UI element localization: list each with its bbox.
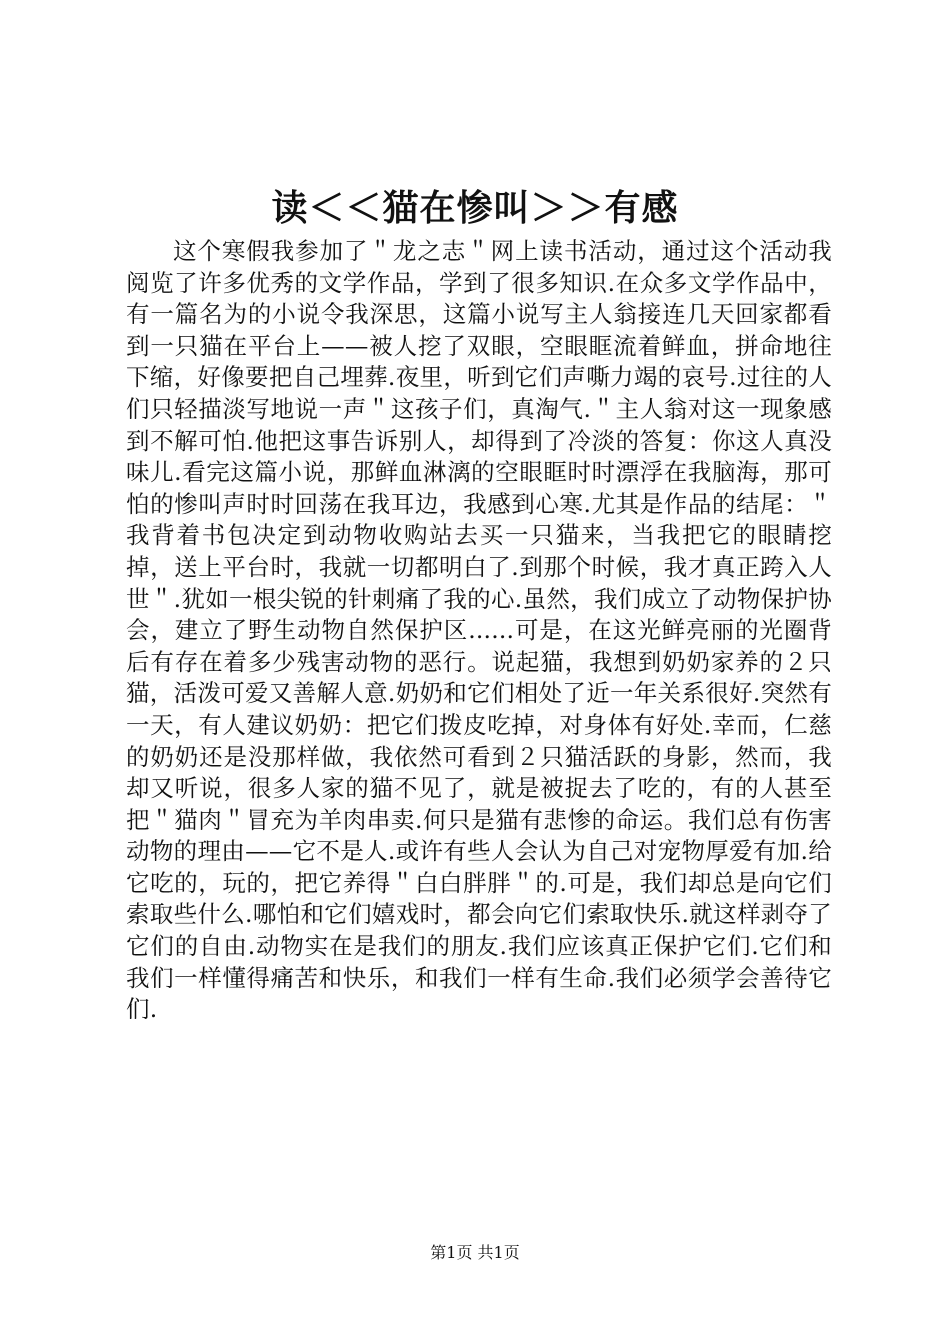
document-body: 这个寒假我参加了＂龙之志＂网上读书活动，通过这个活动我阅览了许多优秀的文学作品，学到了很多知识.在众多文学作品中，有一篇名为的小说令我深思，这篇小说写主人翁接连几天回家都看到一只猫在平台上——被人挖了双眼，空眼眶流着鲜血，拼命地往下缩，好像要把自己埋葬.夜里，听到它们声嘶力竭的哀号.过往的人们只轻描淡写地说一声＂这孩子们，真淘气.＂主人翁对这一现象感到不解可怕.他把这事告诉别人，却得到了冷淡的答复：你这人真没味儿.看完这篇小说，那鲜血淋漓的空眼眶时时漂浮在我脑海，那可怕的惨叫声时时回荡在我耳边，我感到心寒.尤其是作品的结尾：＂我背着书包决定到动物收购站去买一只猫来，当我把它的眼睛挖掉，送上平台时，我就一切都明白了.到那个时候，我才真正跨入人世＂.犹如一根尖锐的针刺痛了我的心.虽然，我们成立了动物保护协会，建立了野生动物自然保护区......可是，在这光鲜亮丽的光圈背后有存在着多少残害动物的恶行。说起猫，我想到奶奶家养的２只猫，活泼可爱又善解人意.奶奶和它们相处了近一年关系很好.突然有一天，有人建议奶奶：把它们拨皮吃掉，对身体有好处.幸而，仁慈的奶奶还是没那样做，我依然可看到２只猫活跃的身影，然而，我却又听说，很多人家的猫不见了，就是被捉去了吃的，有的人甚至把＂猫肉＂冒充为羊肉串卖.何只是猫有悲惨的命运。我们总有伤害动物的理由——它不是人.或许有些人会认为自己对宠物厚爱有加.给它吃的，玩的，把它养得＂白白胖胖＂的.可是，我们却总是向它们索取些什么.哪怕和它们嬉戏时，都会向它们索取快乐.就这样剥夺了它们的自由.动物实在是我们的朋友.我们应该真正保护它们.它们和我们一样懂得痛苦和快乐，和我们一样有生命.我们必须学会善待它们. xyxy=(126,237,832,1024)
page-footer: 第1页 共1页 xyxy=(430,1243,520,1262)
document-title: 读＜＜猫在惨叫＞＞有感 xyxy=(271,187,679,229)
